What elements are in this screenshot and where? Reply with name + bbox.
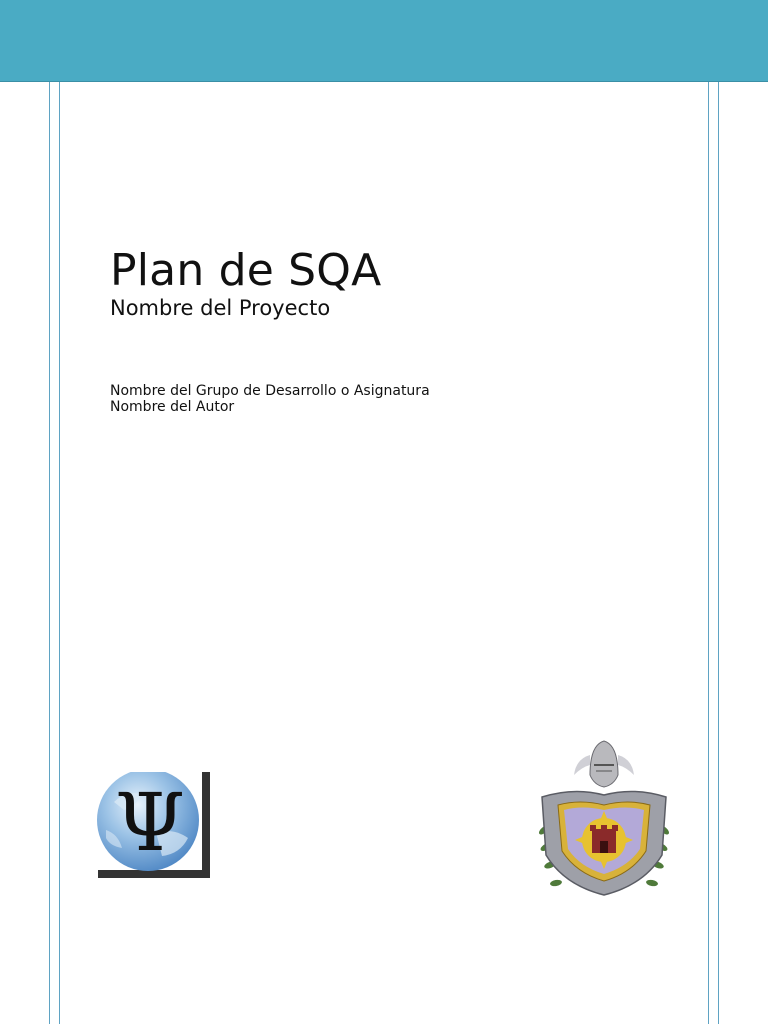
group-name: Nombre del Grupo de Desarrollo o Asignatura — [110, 383, 430, 399]
header-bar — [0, 0, 768, 82]
right-frame-outer-line — [718, 82, 719, 1024]
right-frame-inner-line — [708, 82, 709, 1024]
psi-globe-logo-icon — [96, 772, 212, 880]
left-frame-inner-line — [59, 82, 60, 1024]
psi-glyph: Ψ — [114, 776, 186, 869]
university-crest-icon — [534, 735, 674, 905]
document-meta — [110, 383, 430, 415]
document-title: Plan de SQA — [110, 245, 382, 296]
left-frame-outer-line — [49, 82, 50, 1024]
project-name: Nombre del Proyecto — [110, 296, 331, 320]
author-name: Nombre del Autor — [110, 399, 235, 415]
